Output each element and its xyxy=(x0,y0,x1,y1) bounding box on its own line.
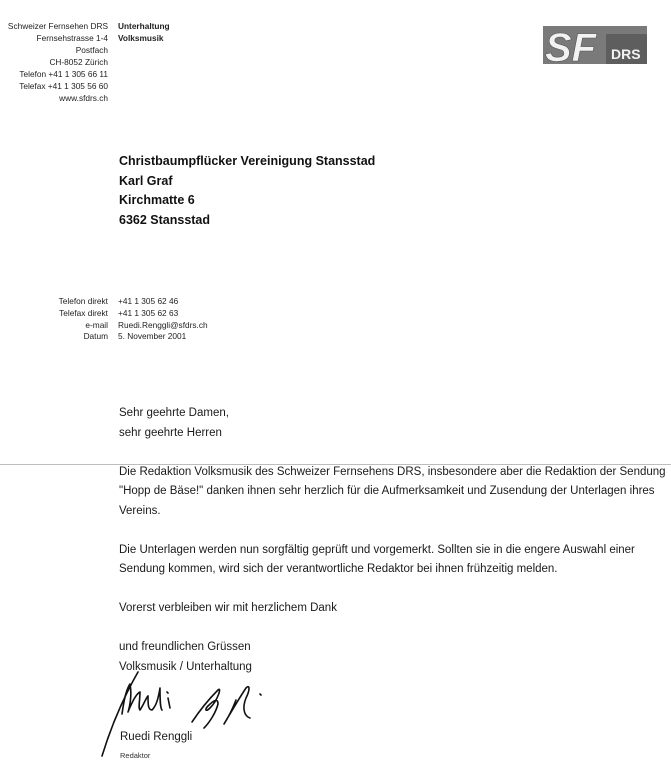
paragraph: Die Unterlagen werden nun sorgfältig geprüft und vorgemerkt. Sollten sie in die engere Auswahl einer Sendung kommen, wird sich der verantwortliche Redaktor bei ihnen frühzeitig melden. xyxy=(119,543,635,575)
contact-details xyxy=(30,296,208,343)
logo-sf-text: SF xyxy=(545,26,597,66)
signer-name: Ruedi Renggli xyxy=(120,731,193,743)
contact-value: +41 1 305 62 46 xyxy=(118,296,179,306)
recipient-organization: Christbaumpflücker Vereinigung Stansstad xyxy=(119,154,376,168)
handwritten-signature xyxy=(100,670,300,760)
sender-line: Telefax +41 1 305 56 60 xyxy=(19,81,108,91)
contact-value: Ruedi.Renggli@sfdrs.ch xyxy=(118,319,208,330)
logo-drs-text: DRS xyxy=(611,46,641,62)
contact-label: Telefon direkt xyxy=(58,296,108,306)
paragraph: Vorerst verbleiben wir mit herzlichem Dank xyxy=(119,602,337,614)
letter-body xyxy=(119,404,669,677)
contact-label: Datum xyxy=(83,331,108,342)
sf-drs-logo xyxy=(543,20,653,66)
recipient-street: Kirchmatte 6 xyxy=(119,193,195,207)
sender-line: CH-8052 Zürich xyxy=(49,57,108,67)
contact-row-email xyxy=(30,320,208,332)
closing-line: und freundlichen Grüssen xyxy=(119,641,251,653)
salutation xyxy=(119,404,669,443)
closing-line: Volksmusik / Unterhaltung xyxy=(119,660,252,673)
signer-title: Redaktor xyxy=(120,751,151,760)
contact-value: +41 1 305 62 63 xyxy=(118,307,179,318)
contact-label: e-mail xyxy=(85,319,108,330)
contact-label: Telefax direkt xyxy=(59,307,108,318)
contact-row-date xyxy=(30,331,208,343)
paragraph: Die Redaktion Volksmusik des Schweizer Fernsehens DRS, insbesondere aber die Redaktion der Sendung "Hopp de Bäse!" danken ihnen sehr herzlich für die Aufmerksamkeit und Zusendung der Unterlagen ihres Vereins. xyxy=(119,465,666,517)
sender-website: www.sfdrs.ch xyxy=(59,93,108,103)
contact-row-fax xyxy=(30,308,208,320)
recipient-name: Karl Graf xyxy=(119,173,173,188)
sender-address xyxy=(0,20,108,104)
salutation-line: Sehr geehrte Damen, xyxy=(119,407,229,419)
department-line: Unterhaltung xyxy=(118,21,170,31)
department xyxy=(118,20,170,44)
contact-value: 5. November 2001 xyxy=(118,331,187,342)
sender-line: Schweizer Fernsehen DRS xyxy=(7,21,108,31)
salutation-line: sehr geehrte Herren xyxy=(119,426,222,439)
sender-line: Telefon +41 1 305 66 11 xyxy=(19,69,108,79)
recipient-city: 6362 Stansstad xyxy=(119,212,211,227)
recipient-address xyxy=(119,152,375,230)
contact-row-phone xyxy=(30,296,208,308)
sender-line: Fernsehstrasse 1-4 xyxy=(36,33,108,43)
sender-line: Postfach xyxy=(75,45,108,55)
department-line: Volksmusik xyxy=(118,33,164,43)
